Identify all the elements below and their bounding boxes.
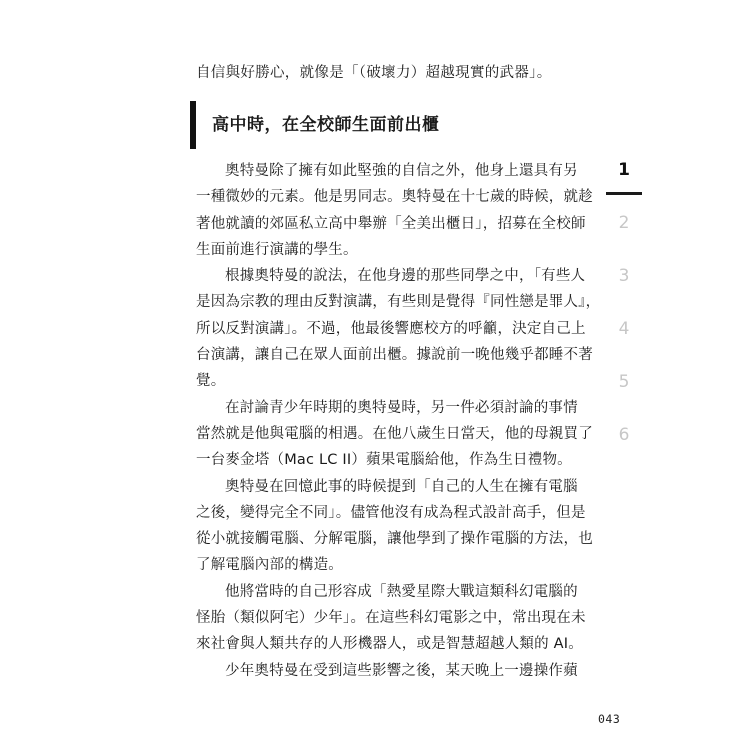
chapter-number: 3 — [618, 266, 630, 286]
body-text — [196, 158, 601, 684]
paragraph-line: 覺。 — [196, 373, 226, 390]
chapter-tab-2 — [604, 205, 644, 258]
chapter-tab-nav — [604, 152, 644, 470]
section-heading — [190, 101, 590, 149]
paragraph-line: 生面前進行演講的學生。 — [196, 241, 358, 258]
page-number: 043 — [598, 712, 621, 726]
paragraph-line: 奧特曼在回憶此事的時候提到「自己的人生在擁有電腦 — [225, 478, 578, 495]
chapter-tab-4 — [604, 311, 644, 364]
chapter-tab-3 — [604, 258, 644, 311]
chapter-tab-6 — [604, 417, 644, 470]
paragraph-line: 所以反對演講」。不過，他最後響應校方的呼籲，決定自己上 — [196, 320, 586, 337]
paragraph-line: 當然就是他與電腦的相遇。在他八歲生日當天，他的母親買了 — [196, 425, 593, 442]
chapter-tab-5 — [604, 364, 644, 417]
chapter-tab-1 — [604, 152, 644, 205]
active-chapter-underline — [606, 192, 642, 195]
paragraph-line: 了解電腦內部的構造。 — [196, 557, 343, 574]
paragraph-line: 是因為宗教的理由反對演講，有些則是覺得『同性戀是罪人』， — [196, 294, 601, 311]
paragraph-line: 從小就接觸電腦、分解電腦，讓他學到了操作電腦的方法，也 — [196, 531, 593, 548]
chapter-number: 6 — [618, 425, 630, 445]
paragraph-line: 之後，變得完全不同」。儘管他沒有成為程式設計高手，但是 — [196, 504, 586, 521]
paragraph-line: 根據奧特曼的說法，在他身邊的那些同學之中，「有些人 — [225, 268, 586, 285]
intro-sentence: 自信與好勝心，就像是「（破壞力）超越現實的武器」。 — [196, 65, 552, 81]
chapter-number: 2 — [618, 213, 630, 233]
paragraph-line: 著他就讀的郊區私立高中舉辦「全美出櫃日」，招募在全校師 — [196, 215, 586, 232]
chapter-number: 1 — [618, 160, 630, 180]
paragraph-line: 來社會與人類共存的人形機器人，或是智慧超越人類的 AI。 — [196, 636, 583, 653]
paragraph-line: 在討論青少年時期的奧特曼時，另一件必須討論的事情 — [225, 399, 578, 416]
paragraph-line: 奧特曼除了擁有如此堅強的自信之外，他身上還具有另 — [225, 163, 578, 179]
section-title: 高中時，在全校師生面前出櫃 — [212, 115, 440, 135]
chapter-number: 5 — [618, 372, 630, 392]
paragraph-line: 他將當時的自己形容成「熱愛星際大戰這類科幻電腦的 — [225, 583, 578, 600]
chapter-number: 4 — [618, 319, 630, 339]
heading-accent-bar — [190, 101, 196, 149]
paragraph-line: 一種微妙的元素。他是男同志。奧特曼在十七歲的時候，就趁 — [196, 189, 593, 206]
paragraph-line: 台演講，讓自己在眾人面前出櫃。據說前一晚他幾乎都睡不著 — [196, 347, 593, 364]
paragraph-line: 怪胎（類似阿宅）少年」。在這些科幻電影之中，常出現在未 — [196, 610, 586, 627]
paragraph-line: 少年奧特曼在受到這些影響之後，某天晚上一邊操作蘋 — [225, 662, 578, 679]
paragraph-line: 一台麥金塔（Mac LC II）蘋果電腦給他，作為生日禮物。 — [196, 452, 572, 469]
